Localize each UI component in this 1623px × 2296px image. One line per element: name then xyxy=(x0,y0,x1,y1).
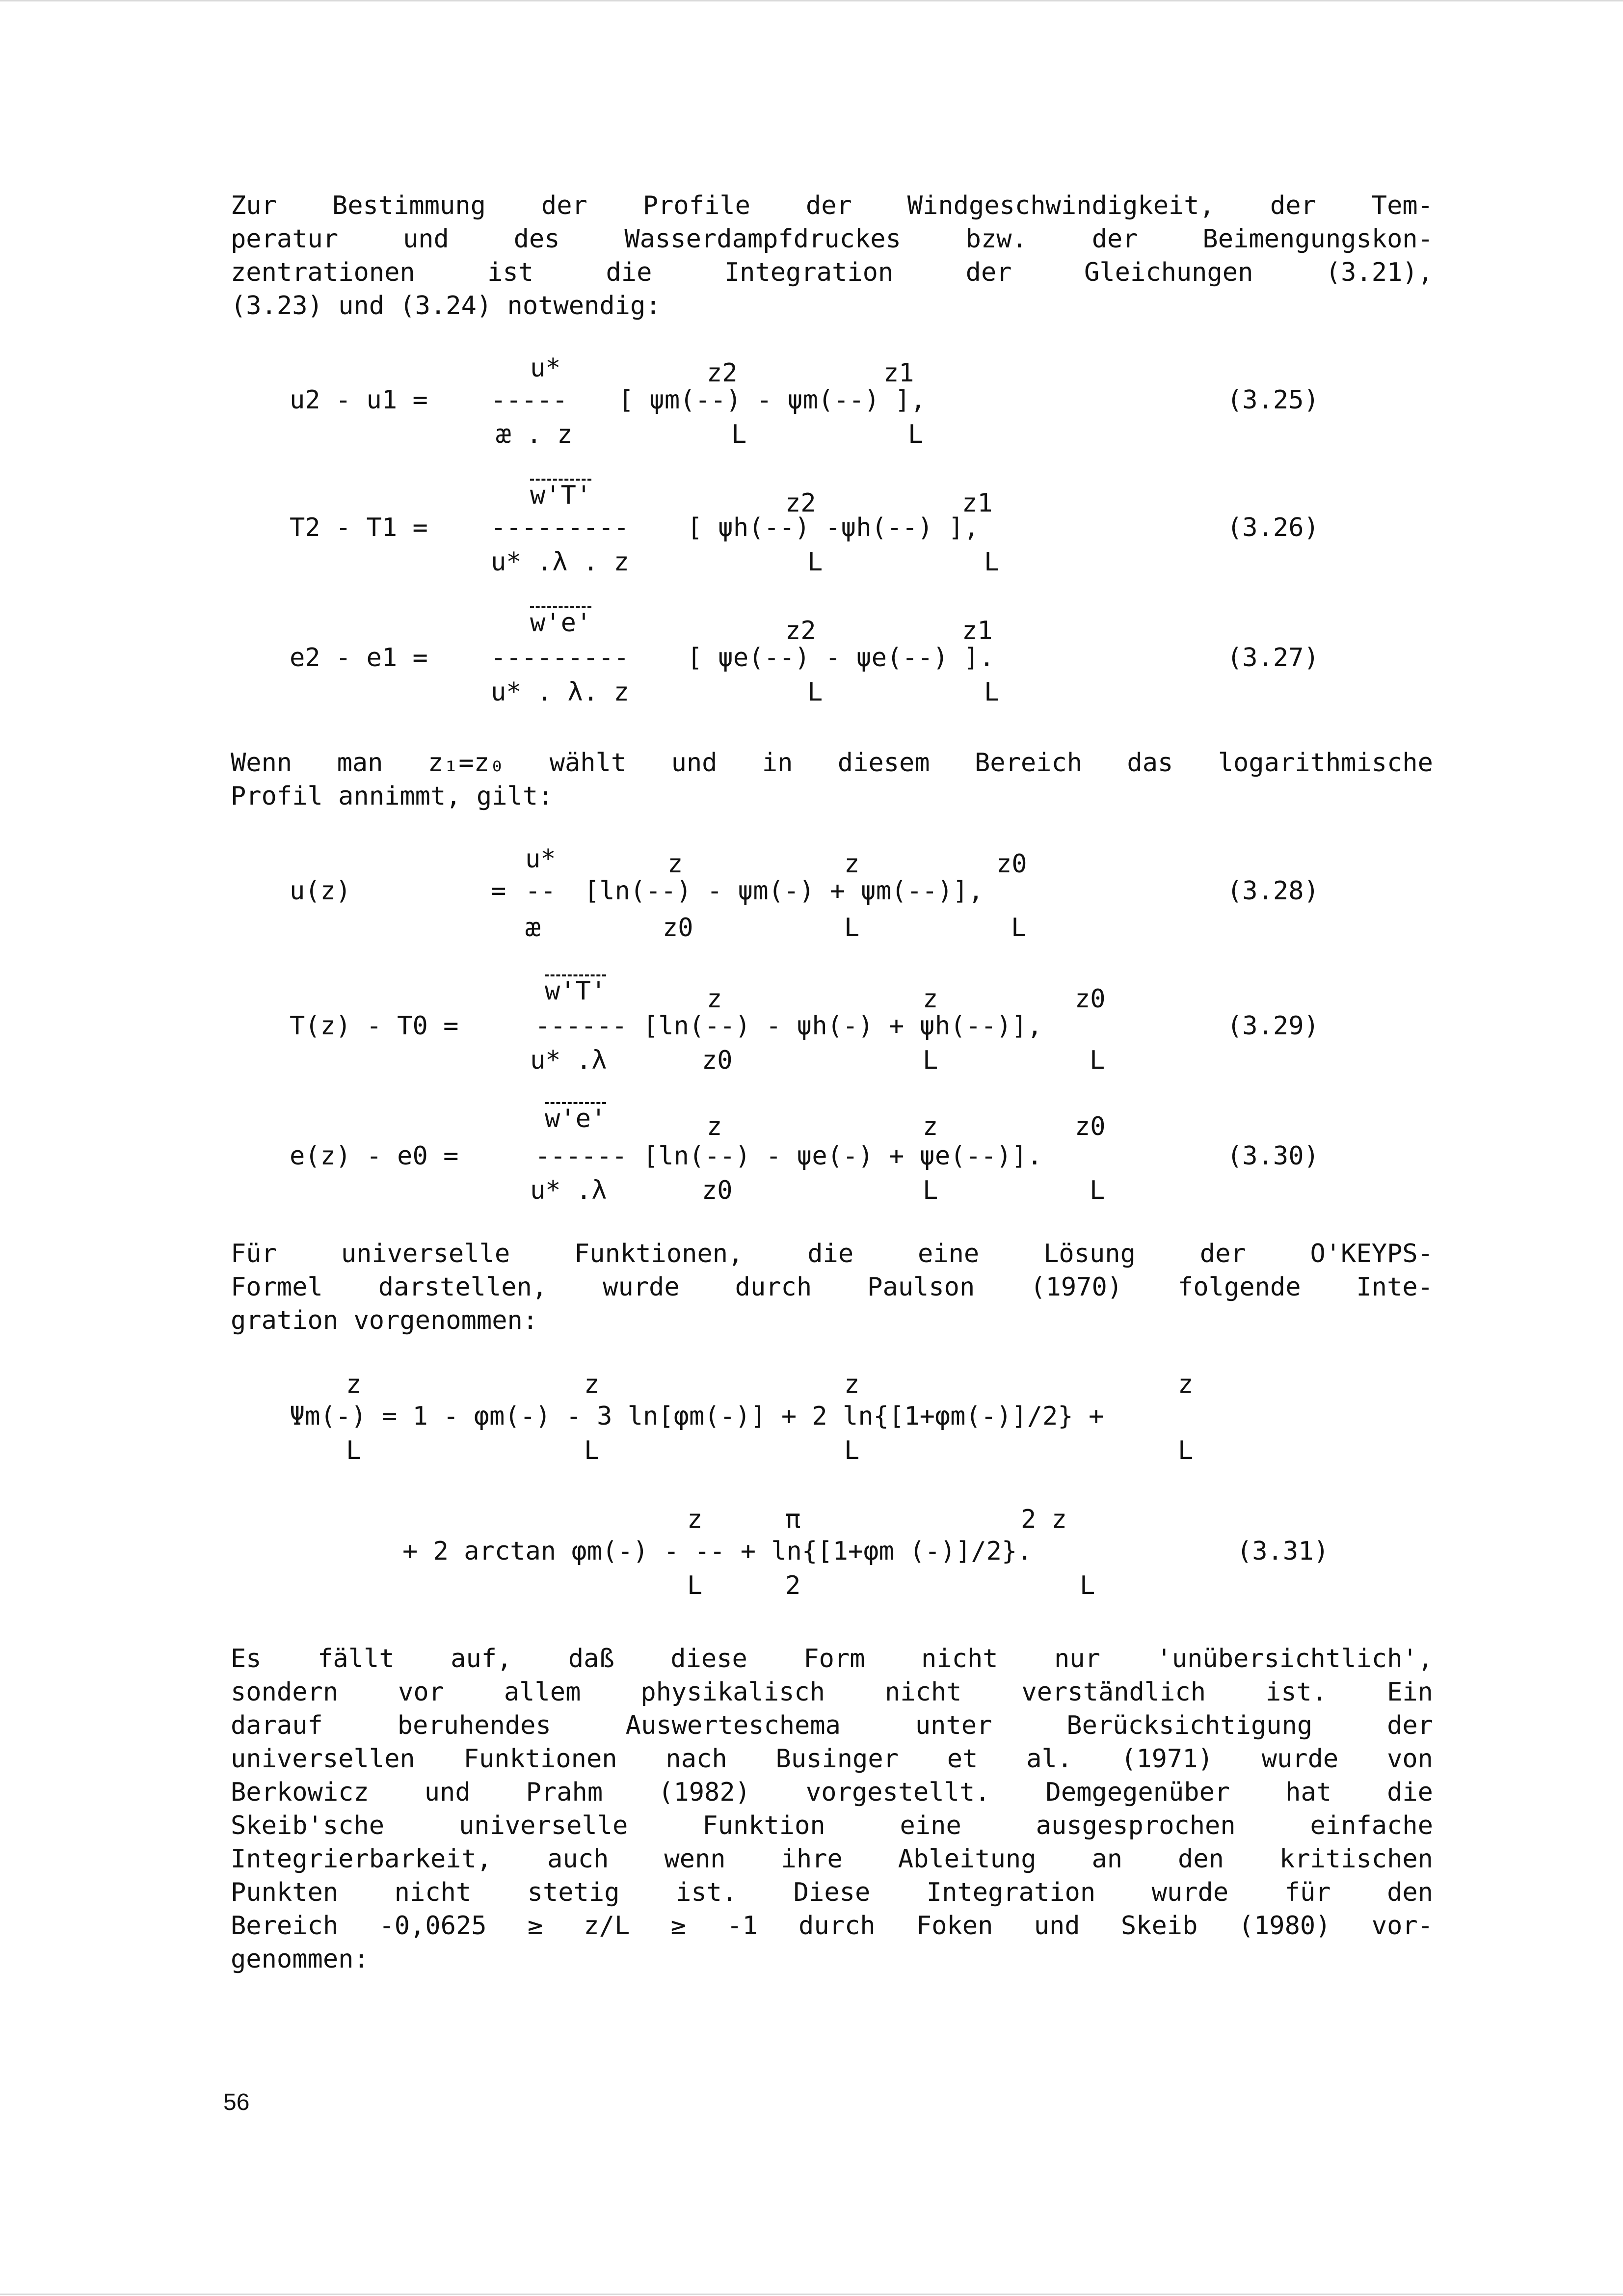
eq-sup-right: z1 xyxy=(962,488,993,518)
eq-denominator: u* .λ . z xyxy=(491,547,629,577)
eq-sub: L xyxy=(584,1436,600,1465)
eq-sub-right: L xyxy=(908,420,924,449)
eq-denominator: u* .λ xyxy=(530,1176,607,1205)
text-line: Es fällt auf, daß diese Form nicht nur 'unübersichtlich', xyxy=(231,1644,1433,1674)
eq-sub-c: L xyxy=(1011,913,1027,943)
eq-sub-left: L xyxy=(807,677,823,707)
eq-sup: 2 z xyxy=(1021,1505,1067,1534)
eq-body: [ ψm(--) - ψm(--) ], xyxy=(618,385,926,415)
eq-sub: L xyxy=(687,1571,703,1600)
eq-fraction-bar: ------ xyxy=(535,1011,627,1041)
eq-sub-right: L xyxy=(984,677,1000,707)
eq-sub-a: z0 xyxy=(702,1176,733,1205)
text-line: Zur Bestimmung der Profile der Windgeschwindigkeit, der Tem- xyxy=(231,191,1433,220)
eq-sign: = xyxy=(491,876,506,906)
eq-body: [ln(--) - ψm(-) + ψm(--)], xyxy=(584,876,984,906)
eq-sup-left: z2 xyxy=(785,616,816,646)
text-line: gration vorgenommen: xyxy=(231,1306,538,1335)
eq-sub-b: L xyxy=(923,1046,938,1075)
eq-sub: L xyxy=(346,1436,362,1465)
eq-numerator xyxy=(530,606,591,638)
eq-sup-b: z xyxy=(923,984,938,1014)
text-line: Skeib'sche universelle Funktion eine ausgesprochen einfache xyxy=(231,1811,1433,1840)
equation-number: (3.30) xyxy=(1227,1141,1319,1171)
text-line: Für universelle Funktionen, die eine Lösung der O'KEYPS- xyxy=(231,1239,1433,1269)
eq-body: Ψm(-) = 1 - φm(-) - 3 ln[φm(-)] + 2 ln{[1+φm(-)]/2} + xyxy=(290,1402,1104,1431)
equation-number: (3.25) xyxy=(1227,385,1319,415)
eq-sub-b: L xyxy=(923,1176,938,1205)
eq-denominator: u* . λ. z xyxy=(491,677,629,707)
eq-sup-right: z1 xyxy=(962,616,993,646)
paragraph-intro xyxy=(231,189,1433,323)
text-line: Berkowicz und Prahm (1982) vorgestellt. Demgegenüber hat die xyxy=(231,1778,1433,1807)
eq-sub-a: z0 xyxy=(702,1046,733,1075)
eq-sup: z xyxy=(584,1370,600,1399)
eq-sup: z xyxy=(1178,1370,1194,1399)
eq-denominator: æ xyxy=(525,913,541,943)
eq-sub-c: L xyxy=(1090,1046,1105,1075)
eq-numerator xyxy=(545,1102,606,1134)
eq-lhs: e2 - e1 = xyxy=(290,643,428,673)
eq-sup-left: z2 xyxy=(785,488,816,518)
overline: w'e' xyxy=(545,1102,606,1134)
text-line: Integrierbarkeit, auch wenn ihre Ableitung an den kritischen xyxy=(231,1844,1433,1874)
eq-sup: π xyxy=(785,1505,801,1534)
overline: w'T' xyxy=(530,479,591,510)
eq-sup-c: z0 xyxy=(1075,984,1106,1014)
eq-body: [ln(--) - ψe(-) + ψe(--)]. xyxy=(643,1141,1042,1171)
eq-numerator: u* xyxy=(530,353,561,383)
text-line: universellen Funktionen nach Businger et al. (1971) wurde von xyxy=(231,1744,1433,1774)
scan-edge-top xyxy=(0,0,1623,1)
eq-sub-left: L xyxy=(807,547,823,577)
eq-sup-a: z xyxy=(707,984,722,1014)
eq-sub: 2 xyxy=(785,1571,801,1600)
eq-sub: L xyxy=(1178,1436,1194,1465)
scan-edge-bottom xyxy=(0,2294,1623,2295)
eq-sup-c: z0 xyxy=(1075,1112,1106,1141)
eq-sup-left: z2 xyxy=(707,358,738,388)
eq-sub: L xyxy=(844,1436,860,1465)
eq-lhs: e(z) - e0 = xyxy=(290,1141,459,1171)
eq-body: [ln(--) - ψh(-) + ψh(--)], xyxy=(643,1011,1042,1041)
text-line: (3.23) und (3.24) notwendig: xyxy=(231,291,661,321)
eq-sub-right: L xyxy=(984,547,1000,577)
paragraph-logarithmic xyxy=(231,746,1433,813)
eq-sup-right: z1 xyxy=(883,358,914,388)
equation-number: (3.28) xyxy=(1227,876,1319,906)
eq-fraction-bar: --------- xyxy=(491,513,629,542)
equation-number: (3.31) xyxy=(1237,1537,1329,1566)
eq-sup-a: z xyxy=(707,1112,722,1141)
page-number: 56 xyxy=(223,2089,250,2115)
eq-sup: z xyxy=(346,1370,362,1399)
paragraph-paulson xyxy=(231,1237,1433,1337)
paragraph-discussion xyxy=(231,1642,1433,1976)
eq-fraction-bar: -- xyxy=(525,876,556,906)
equation-number: (3.26) xyxy=(1227,513,1319,542)
text-line: Profil annimmt, gilt: xyxy=(231,782,554,811)
text-line: peratur und des Wasserdampfdruckes bzw. der Beimengungskon- xyxy=(231,224,1433,254)
equation-3-31-line-1 xyxy=(290,1370,1418,1473)
eq-sup-a: z xyxy=(667,849,683,879)
eq-body: [ ψe(--) - ψe(--) ]. xyxy=(687,643,995,673)
eq-numerator xyxy=(545,974,606,1006)
text-line: Wenn man z₁=z₀ wählt und in diesem Bereich das logarithmische xyxy=(231,748,1433,778)
eq-lhs: T2 - T1 = xyxy=(290,513,428,542)
eq-sup: z xyxy=(687,1505,703,1534)
eq-denominator: æ . z xyxy=(496,420,573,449)
equation-number: (3.27) xyxy=(1227,643,1319,673)
equation-number: (3.29) xyxy=(1227,1011,1319,1041)
text-line: Punkten nicht stetig ist. Diese Integration wurde für den xyxy=(231,1878,1433,1907)
eq-numerator: u* xyxy=(525,844,556,874)
eq-lhs: u2 - u1 = xyxy=(290,385,428,415)
eq-sup: z xyxy=(844,1370,860,1399)
eq-sup-c: z0 xyxy=(996,849,1027,879)
eq-fraction-bar: ------ xyxy=(535,1141,627,1171)
eq-sup-b: z xyxy=(844,849,860,879)
text-line: Formel darstellen, wurde durch Paulson (1970) folgende Inte- xyxy=(231,1272,1433,1302)
eq-numerator xyxy=(530,479,591,510)
text-line: sondern vor allem physikalisch nicht verständlich ist. Ein xyxy=(231,1677,1433,1707)
eq-sub: L xyxy=(1080,1571,1095,1600)
eq-sub-b: L xyxy=(844,913,860,943)
eq-lhs: u(z) xyxy=(290,876,351,906)
eq-sub-left: L xyxy=(731,420,747,449)
eq-fraction-bar: ----- xyxy=(491,385,568,415)
overline: w'T' xyxy=(545,974,606,1006)
eq-sub-a: z0 xyxy=(663,913,693,943)
text-line: Bereich -0,0625 ≥ z/L ≥ -1 durch Foken und Skeib (1980) vor- xyxy=(231,1911,1433,1941)
eq-denominator: u* .λ xyxy=(530,1046,607,1075)
eq-body: [ ψh(--) -ψh(--) ], xyxy=(687,513,979,542)
eq-sub-c: L xyxy=(1090,1176,1105,1205)
text-line: darauf beruhendes Auswerteschema unter Berücksichtigung der xyxy=(231,1711,1433,1740)
text-line: zentrationen ist die Integration der Gleichungen (3.21), xyxy=(231,258,1433,287)
overline: w'e' xyxy=(530,606,591,638)
eq-body: + 2 arctan φm(-) - -- + ln{[1+φm (-)]/2}. xyxy=(402,1537,1033,1566)
eq-fraction-bar: --------- xyxy=(491,643,629,673)
eq-sup-b: z xyxy=(923,1112,938,1141)
text-line: genommen: xyxy=(231,1945,369,1974)
eq-lhs: T(z) - T0 = xyxy=(290,1011,459,1041)
